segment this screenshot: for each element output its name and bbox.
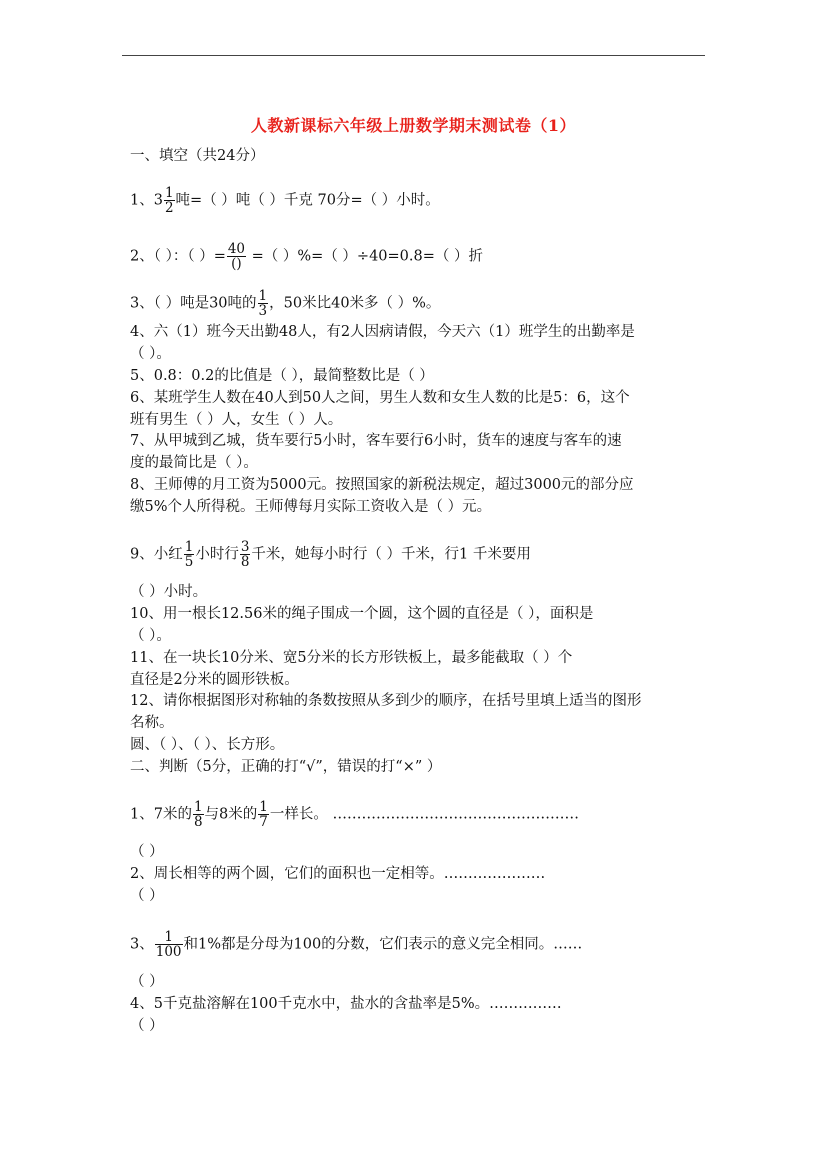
numerator: 1	[193, 799, 203, 815]
question-4-line-2: （ ）。	[130, 346, 171, 362]
denominator: 2	[164, 200, 174, 216]
denominator: 7	[259, 814, 268, 830]
q3-pre: 3、（ ）吨是30吨的	[130, 295, 257, 312]
fraction	[227, 242, 246, 271]
q1-pre: 1、3	[130, 192, 163, 209]
fraction	[258, 289, 269, 318]
question-11-line-1: 11、在一块长10分米、宽5分米的长方形铁板上，最多能截取（ ）个	[130, 650, 573, 666]
question-9-line-2: （ ）小时。	[130, 584, 208, 600]
fraction	[240, 540, 251, 569]
page-title: 人教新课标六年级上册数学期末测试卷（1）	[250, 116, 577, 135]
judge-1	[130, 800, 579, 829]
judge-3-answer-blank: （ ）	[130, 974, 164, 990]
fraction	[155, 930, 183, 959]
question-1	[130, 186, 440, 215]
numerator: 1	[164, 929, 173, 945]
question-12-line-1: 12、请你根据图形对称轴的条数按照从多到少的顺序，在括号里填上适当的图形	[130, 693, 642, 709]
question-12-line-3: 圆、（ ）、（ ）、长方形。	[130, 737, 285, 753]
judge-3	[130, 930, 582, 959]
judge-2-answer-blank: （ ）	[130, 888, 164, 904]
numerator: 1	[164, 185, 174, 201]
denominator: 8	[240, 554, 250, 570]
denominator: 8	[193, 814, 203, 830]
q1-post: 吨=（ ）吨（ ）千克 70分=（ ）小时。	[175, 192, 440, 209]
judge-1-answer-blank: （ ）	[130, 844, 164, 860]
q2-post: =（ ）%=（ ）÷40=0.8=（ ）折	[247, 248, 484, 265]
judge-4-answer-blank: （ ）	[130, 1018, 164, 1034]
question-11-line-2: 直径是2分米的圆形铁板。	[130, 672, 299, 688]
denominator: 100	[155, 944, 182, 960]
denominator: 3	[258, 303, 268, 319]
j3-post: 和1%都是分母为100的分数，它们表示的意义完全相同。……	[183, 936, 583, 953]
question-8-line-2: 缴5%个人所得税。王师傅每月实际工资收入是（ ）元。	[130, 499, 492, 515]
fraction	[193, 800, 204, 829]
numerator: 1	[258, 288, 268, 304]
question-7-line-2: 度的最简比是（ ）。	[130, 455, 258, 471]
question-10-line-1: 10、用一根长12.56米的绳子围成一个圆，这个圆的直径是（ ），面积是	[130, 606, 594, 622]
question-2	[130, 242, 483, 271]
j1-pre: 1、7米的	[130, 806, 192, 823]
q2-pre: 2、（ ）：（ ）=	[130, 248, 226, 265]
numerator: 1	[259, 799, 268, 815]
numerator: 1	[184, 539, 194, 555]
section-judge-heading: 二、判断（5分，正确的打“√”，错误的打“×” ）	[130, 759, 442, 775]
fraction	[184, 540, 195, 569]
question-4-line-1: 4、六（1）班今天出勤48人，有2人因病请假，今天六（1）班学生的出勤率是	[130, 324, 635, 340]
q9-post: 千米，她每小时行（ ）千米，行1 千米要用	[251, 546, 531, 563]
question-9	[130, 540, 531, 569]
question-10-line-2: （ ）。	[130, 628, 171, 644]
fraction	[258, 800, 269, 829]
question-5: 5、0.8：0.2的比值是（ ），最简整数比是（ ）	[130, 368, 434, 384]
question-12-line-2: 名称。	[130, 715, 174, 731]
denominator: ()	[227, 256, 246, 271]
section-fill-heading: 一、填空（共24分）	[130, 148, 265, 164]
question-6-line-1: 6、某班学生人数在40人到50人之间，男生人数和女生人数的比是5：6，这个	[130, 390, 630, 406]
question-6-line-2: 班有男生（ ）人，女生（ ）人。	[130, 412, 343, 428]
fraction	[164, 186, 175, 215]
numerator: 3	[240, 539, 250, 555]
j1-post: 一样长。 ……………………………………………	[269, 806, 579, 823]
judge-4: 4、5千克盐溶解在100千克水中，盐水的含盐率是5%。……………	[130, 996, 562, 1012]
judge-2: 2、周长相等的两个圆，它们的面积也一定相等。…………………	[130, 866, 546, 882]
header-rule	[122, 55, 705, 56]
question-3	[130, 289, 440, 318]
j3-pre: 3、	[130, 936, 154, 953]
question-7-line-1: 7、从甲城到乙城，货车要行5小时，客车要行6小时，货车的速度与客车的速	[130, 433, 622, 449]
q9-pre: 9、小红	[130, 546, 183, 563]
q3-post: ，50米比40米多（ ）%。	[269, 295, 441, 312]
numerator: 40	[227, 241, 246, 257]
question-8-line-1: 8、王师傅的月工资为5000元。按照国家的新税法规定，超过3000元的部分应	[130, 477, 634, 493]
q9-mid: 小时行	[195, 546, 239, 563]
j1-mid: 与8米的	[204, 806, 258, 823]
denominator: 5	[184, 554, 194, 570]
